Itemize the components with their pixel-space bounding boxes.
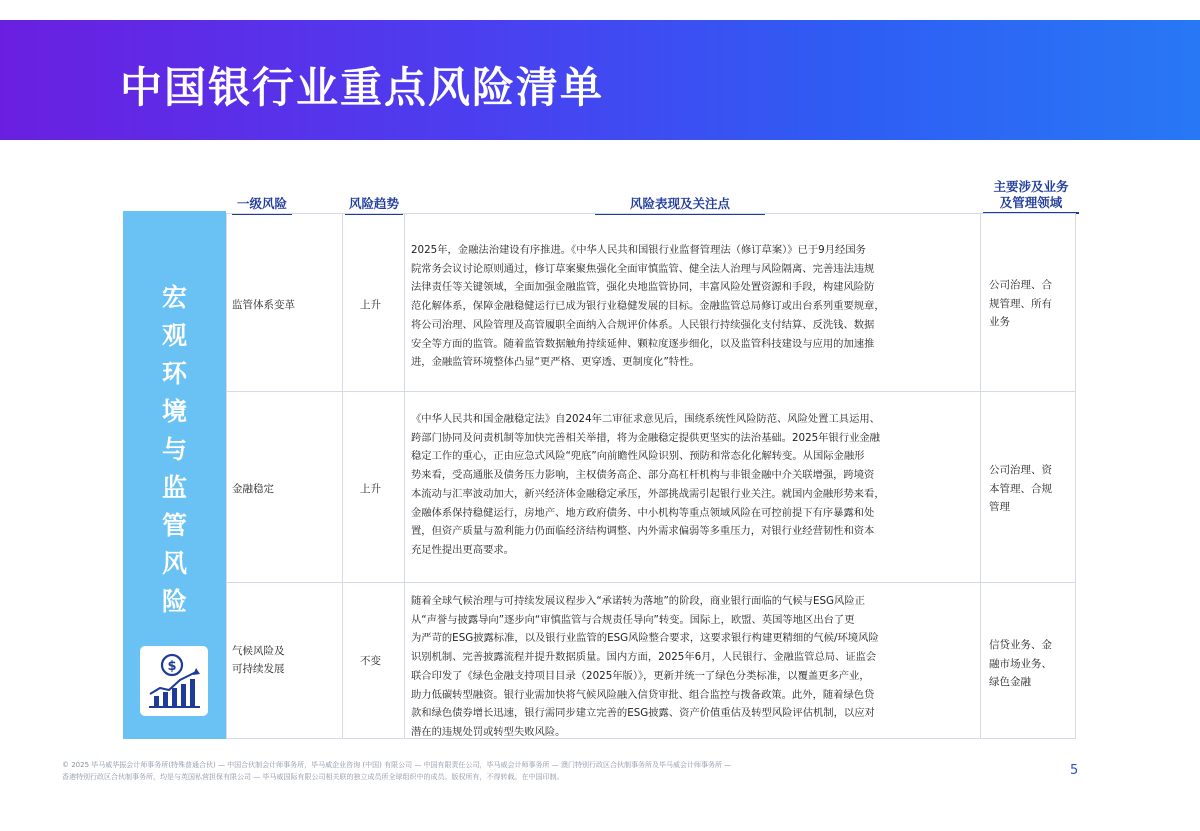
risk-name-financial-stability: 金融稳定 bbox=[232, 483, 274, 495]
detail-line: 从“声誉与披露导向”逐步向“审慎监管与合规责任导向”转变。国际上，欧盟、英国等地区出台了更 bbox=[411, 613, 855, 626]
risk-detail-regulatory-reform bbox=[411, 241, 974, 372]
page-number: 5 bbox=[1070, 763, 1079, 778]
category-char: 与 bbox=[161, 435, 187, 464]
risk-detail-climate-sustainability bbox=[411, 592, 974, 742]
column-header-trend bbox=[345, 194, 403, 212]
risk-name-line: 可持续发展 bbox=[232, 663, 285, 676]
category-char: 风 bbox=[161, 549, 187, 578]
category-char: 监 bbox=[161, 473, 187, 502]
copyright-line: 香港特别行政区合伙制事务所，均是与英国私营担保有限公司 — 毕马威国际有限公司相关联的独立成员所全球组织中的成员。版权所有，不得转载。在中国印制。 bbox=[62, 772, 564, 781]
risk-name-climate-sustainability bbox=[232, 642, 285, 679]
detail-line: 院常务会议讨论原则通过，修订草案聚焦强化全面审慎监管、健全法人治理与风险隔离、完善违法违规 bbox=[411, 262, 875, 275]
column-header-areas bbox=[975, 179, 1087, 211]
areas-line: 业务 bbox=[989, 316, 1010, 328]
risk-name-regulatory-reform: 监管体系变革 bbox=[232, 299, 295, 311]
areas-line: 公司治理、合 bbox=[989, 279, 1052, 291]
detail-line: 识别机制、完善披露流程并提升数据质量。国内方面，2025年6月，人民银行、金融监管总局、证监会 bbox=[411, 651, 877, 664]
column-header-level1-label: 一级风险 bbox=[236, 196, 287, 211]
risk-trend-climate-sustainability: 不变 bbox=[360, 655, 381, 667]
category-char: 环 bbox=[161, 359, 187, 388]
category-char: 险 bbox=[161, 587, 187, 616]
table-divider bbox=[980, 213, 981, 739]
risk-areas-climate-sustainability bbox=[989, 636, 1073, 692]
category-char: 观 bbox=[161, 321, 187, 350]
title-banner bbox=[0, 20, 1200, 140]
copyright-footer bbox=[62, 760, 962, 783]
detail-line: 《中华人民共和国金融稳定法》自2024年二审征求意见后，围绕系统性风险防范、风险处置工具运用、 bbox=[411, 413, 880, 425]
category-char: 管 bbox=[161, 511, 187, 540]
detail-line: 进，金融监管环境整体凸显“更严格、更穿透、更制度化”特性。 bbox=[411, 356, 700, 369]
detail-line: 稳定工作的重心，正由应急式风险“兜底”向前瞻性风险识别、预防和常态化化解转变。从国际金融形 bbox=[411, 450, 865, 463]
detail-line: 充足性提出更高要求。 bbox=[411, 543, 514, 556]
svg-text:$: $ bbox=[167, 659, 177, 674]
column-header-level1-risk bbox=[232, 194, 292, 212]
risk-trend-financial-stability: 上升 bbox=[360, 483, 381, 495]
detail-line: 置，但资产质量与盈利能力仍面临经济结构调整、内外需求偏弱等多重压力，对银行业经营韧性和资本 bbox=[411, 525, 875, 538]
risk-name-line: 气候风险及 bbox=[232, 645, 285, 657]
copyright-line: © 2025 毕马威华振会计师事务所(特殊普通合伙) — 中国合伙制会计师事务所，毕马威企业咨询 (中国) 有限公司 — 中国有限责任公司，毕马威会计师事务所 — 澳门特别行政区合伙制事务所及毕马威会计师事务所 — bbox=[62, 761, 732, 769]
detail-line: 将公司治理、风险管理及高管履职全面纳入合规评价体系。人民银行持续强化支付结算、反洗钱、数据 bbox=[411, 318, 875, 331]
areas-line: 融市场业务、 bbox=[989, 657, 1052, 670]
detail-line: 本流动与汇率波动加大，新兴经济体金融稳定承压，外部挑战需引起银行业关注。就国内金融形势来看， bbox=[411, 487, 885, 500]
column-header-areas-line2: 及管理领域 bbox=[999, 195, 1063, 210]
areas-line: 绿色金融 bbox=[989, 676, 1031, 688]
detail-line: 势来看，受高通胀及债务压力影响，主权债务高企、部分高杠杆机构与非银金融中介关联增强，跨境资 bbox=[411, 469, 875, 482]
detail-line: 潜在的违规处罚或转型失败风险。 bbox=[411, 725, 566, 738]
detail-line: 2025年，金融法治建设有序推进。《中华人民共和国银行业监督管理法（修订草案）》已于9月经国务 bbox=[411, 244, 866, 256]
risk-detail-financial-stability bbox=[411, 410, 974, 560]
areas-line: 公司治理、资 bbox=[989, 464, 1052, 476]
column-header-detail bbox=[595, 194, 765, 212]
risk-trend-regulatory-reform: 上升 bbox=[360, 299, 381, 311]
detail-line: 跨部门协同及问责机制等加快完善相关举措，将为金融稳定提供更坚实的法治基础。2025年银行业金融 bbox=[411, 431, 880, 444]
category-char: 宏 bbox=[161, 283, 187, 312]
detail-line: 金融体系保持稳健运行，房地产、地方政府债务、中小机构等重点领域风险在可控前提下有序暴露和处 bbox=[411, 506, 875, 519]
column-header-areas-line1: 主要涉及业务 bbox=[993, 179, 1069, 194]
page-title: 中国银行业重点风险清单 bbox=[120, 63, 605, 112]
risk-areas-financial-stability bbox=[989, 461, 1073, 517]
detail-line: 法律责任等关键领域，全面加强金融监管，强化央地监管协同，丰富风险处置资源和手段，构建风险防 bbox=[411, 281, 875, 294]
category-label bbox=[123, 279, 226, 621]
detail-line: 为严苛的ESG披露标准，以及银行业监管的ESG风险整合要求，这要求银行构建更精细的气候/环境风险 bbox=[411, 632, 879, 645]
detail-line: 联合印发了《绿色金融支持项目目录（2025年版）》，更新并统一了绿色分类标准，以覆盖更多产业， bbox=[411, 669, 870, 682]
detail-line: 随着全球气候治理与可持续发展议程步入“承诺转为落地”的阶段，商业银行面临的气候与ESG风险正 bbox=[411, 595, 865, 607]
areas-line: 管理 bbox=[989, 501, 1010, 513]
detail-line: 范化解体系，保障金融稳健运行已成为银行业稳健发展的目标。金融监管总局修订或出台系列重要规章， bbox=[411, 300, 885, 313]
risk-areas-regulatory-reform bbox=[989, 276, 1073, 332]
money-growth-chart-icon bbox=[140, 646, 208, 716]
detail-line: 安全等方面的监管。随着监管数据触角持续延伸、颗粒度逐步细化，以及监管科技建设与应用的加速推 bbox=[411, 337, 875, 350]
areas-line: 规管理、所有 bbox=[989, 297, 1052, 310]
detail-line: 款和绿色债券增长迅速，银行需同步建立完善的ESG披露、资产价值重估及转型风险评估机制，以应对 bbox=[411, 707, 875, 720]
column-header-detail-label: 风险表现及关注点 bbox=[629, 196, 730, 211]
areas-line: 本管理、合规 bbox=[989, 482, 1052, 495]
table-divider bbox=[226, 582, 1076, 583]
table-divider bbox=[226, 391, 1076, 392]
column-header-trend-label: 风险趋势 bbox=[348, 196, 399, 211]
areas-line: 信贷业务、金 bbox=[989, 639, 1052, 651]
table-divider bbox=[342, 213, 343, 739]
detail-line: 助力低碳转型融资。银行业需加快将气候风险融入信贷审批、组合监控与拨备政策。此外，随着绿色贷 bbox=[411, 688, 875, 701]
category-char: 境 bbox=[161, 397, 187, 426]
table-divider bbox=[404, 213, 405, 739]
